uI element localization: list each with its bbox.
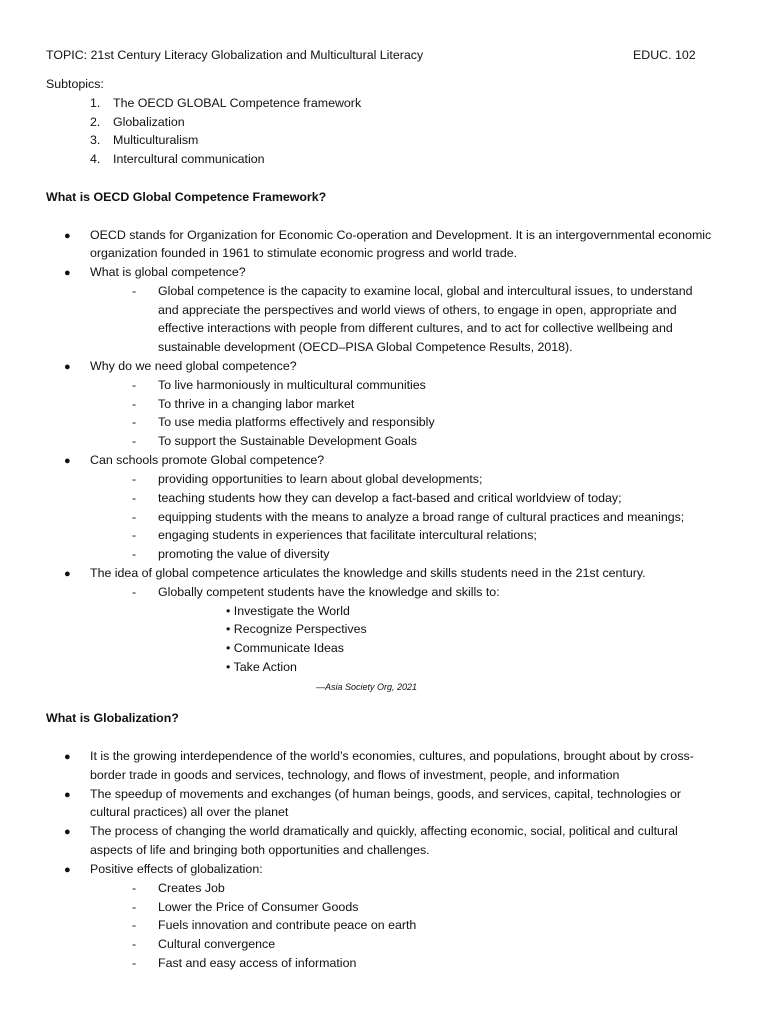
bullet-icon: ● bbox=[64, 789, 71, 801]
subtopic-item: Globalization bbox=[113, 115, 185, 129]
list-item: To thrive in a changing labor market bbox=[158, 397, 355, 411]
list-item: Lower the Price of Consumer Goods bbox=[158, 900, 359, 914]
bullet-icon: ● bbox=[64, 568, 71, 580]
paragraph-line: and appreciate the perspectives and world views of others, to engage in open, appropriate and bbox=[158, 303, 677, 317]
list-item: To use media platforms effectively and responsibly bbox=[158, 415, 435, 429]
bullet-icon: ● bbox=[64, 455, 71, 467]
list-item: promoting the value of diversity bbox=[158, 547, 330, 561]
dash-icon: - bbox=[132, 415, 137, 429]
paragraph-line: aspects of life and bringing both opportunities and challenges. bbox=[90, 843, 430, 857]
bullet-icon: ● bbox=[64, 230, 71, 242]
sub-list-item: • Recognize Perspectives bbox=[226, 622, 367, 636]
sub-list-item: • Take Action bbox=[226, 660, 297, 674]
paragraph-line: cultural practices) all over the planet bbox=[90, 805, 289, 819]
dash-icon: - bbox=[132, 956, 137, 970]
subtopic-item: The OECD GLOBAL Competence framework bbox=[113, 96, 362, 110]
paragraph-line: Global competence is the capacity to examine local, global and intercultural issues, to understand bbox=[158, 284, 693, 298]
dash-icon: - bbox=[132, 397, 137, 411]
dash-icon: - bbox=[132, 918, 137, 932]
paragraph-line: organization founded in 1961 to stimulate economic progress and world trade. bbox=[90, 246, 518, 260]
paragraph-line: The speedup of movements and exchanges (of human beings, goods, and services, capital, technologies or bbox=[90, 787, 681, 801]
subtopic-item: Multiculturalism bbox=[113, 133, 199, 147]
paragraph-line: effective interactions with people from different cultures, and to act for collective wellbeing and bbox=[158, 321, 673, 335]
paragraph-line: sustainable development (OECD–PISA Global Competence Results, 2018). bbox=[158, 340, 573, 354]
dash-icon: - bbox=[132, 881, 137, 895]
dash-icon: - bbox=[132, 528, 137, 542]
citation: —Asia Society Org, 2021 bbox=[316, 682, 418, 692]
subtopic-number: 1. bbox=[90, 96, 101, 110]
dash-icon: - bbox=[132, 378, 137, 392]
bullet-icon: ● bbox=[64, 361, 71, 373]
sub-list-item: • Investigate the World bbox=[226, 604, 350, 618]
bullet-icon: ● bbox=[64, 864, 71, 876]
subtopic-item: Intercultural communication bbox=[113, 152, 265, 166]
list-item: Cultural convergence bbox=[158, 937, 276, 951]
bullet-text: What is global competence? bbox=[90, 265, 246, 279]
list-item: To live harmoniously in multicultural communities bbox=[158, 378, 426, 392]
list-item: To support the Sustainable Development Goals bbox=[158, 434, 417, 448]
course-code: EDUC. 102 bbox=[633, 48, 696, 62]
subtopic-number: 4. bbox=[90, 152, 101, 166]
bullet-text: The idea of global competence articulates the knowledge and skills students need in the 21st century. bbox=[90, 566, 646, 580]
paragraph-line: It is the growing interdependence of the world’s economies, cultures, and populations, brought about by cross- bbox=[90, 749, 694, 763]
dash-icon: - bbox=[132, 284, 137, 298]
list-item: providing opportunities to learn about global developments; bbox=[158, 472, 483, 486]
list-item: Fuels innovation and contribute peace on earth bbox=[158, 918, 417, 932]
list-item: Creates Job bbox=[158, 881, 225, 895]
list-item: engaging students in experiences that facilitate intercultural relations; bbox=[158, 528, 537, 542]
paragraph-line: OECD stands for Organization for Economic Co-operation and Development. It is an intergovernmental economic bbox=[90, 228, 712, 242]
dash-icon: - bbox=[132, 472, 137, 486]
dash-icon: - bbox=[132, 937, 137, 951]
bullet-text: Can schools promote Global competence? bbox=[90, 453, 325, 467]
dash-icon: - bbox=[132, 491, 137, 505]
subtopic-number: 2. bbox=[90, 115, 101, 129]
list-item: teaching students how they can develop a fact-based and critical worldview of today; bbox=[158, 491, 622, 505]
dash-icon: - bbox=[132, 585, 137, 599]
dash-icon: - bbox=[132, 900, 137, 914]
dash-icon: - bbox=[132, 547, 137, 561]
list-item: equipping students with the means to analyze a broad range of cultural practices and meanings; bbox=[158, 510, 685, 524]
sub-list-item: • Communicate Ideas bbox=[226, 641, 344, 655]
bullet-icon: ● bbox=[64, 826, 71, 838]
section-heading: What is Globalization? bbox=[46, 711, 179, 725]
list-item: Globally competent students have the knowledge and skills to: bbox=[158, 585, 500, 599]
dash-icon: - bbox=[132, 434, 137, 448]
bullet-icon: ● bbox=[64, 751, 71, 763]
topic-line: TOPIC: 21st Century Literacy Globalization and Multicultural Literacy bbox=[46, 48, 424, 62]
bullet-text: Positive effects of globalization: bbox=[90, 862, 263, 876]
subtopics-label: Subtopics: bbox=[46, 77, 104, 91]
bullet-text: Why do we need global competence? bbox=[90, 359, 297, 373]
dash-icon: - bbox=[132, 510, 137, 524]
subtopic-number: 3. bbox=[90, 133, 101, 147]
list-item: Fast and easy access of information bbox=[158, 956, 357, 970]
paragraph-line: The process of changing the world dramatically and quickly, affecting economic, social, political and cultural bbox=[90, 824, 678, 838]
paragraph-line: border trade in goods and services, technology, and flows of investment, people, and information bbox=[90, 768, 620, 782]
section-heading: What is OECD Global Competence Framework? bbox=[46, 190, 327, 204]
bullet-icon: ● bbox=[64, 267, 71, 279]
